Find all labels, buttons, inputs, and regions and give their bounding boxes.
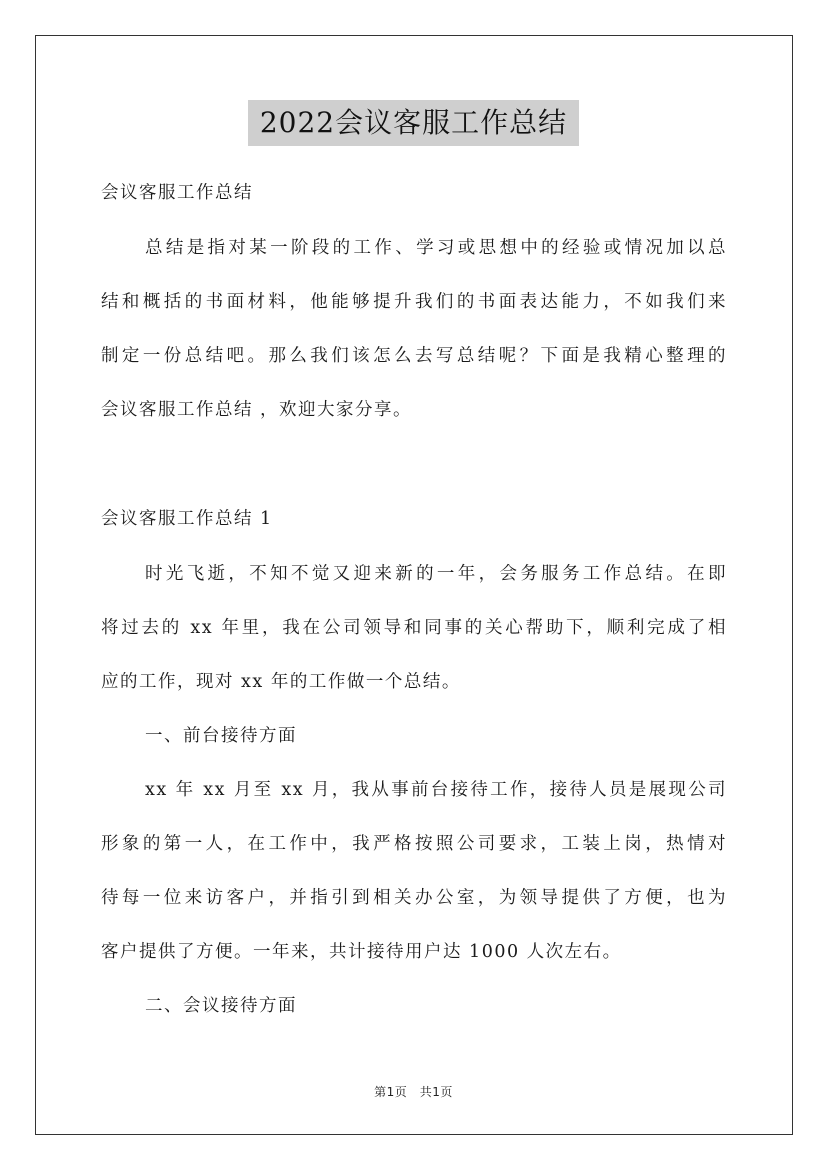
part2-heading: 二、会议接待方面	[145, 996, 297, 1016]
section1-line-1: 时光飞逝，不知不觉又迎来新的一年，会务服务工作总结。在即	[145, 564, 727, 584]
part1-line-4: 客户提供了方便。一年来，共计接待用户达 1000 人次左右。	[101, 942, 622, 962]
part1-heading: 一、前台接待方面	[145, 726, 297, 746]
part1-line-3: 待每一位来访客户，并指引到相关办公室，为领导提供了方便，也为	[101, 888, 727, 908]
subtitle: 会议客服工作总结	[101, 183, 253, 203]
intro-line-2: 结和概括的书面材料，他能够提升我们的书面表达能力，不如我们来	[101, 292, 727, 312]
title-container	[0, 100, 827, 146]
section1-line-3: 应的工作，现对 xx 年的工作做一个总结。	[101, 672, 461, 692]
section1-line-2: 将过去的 xx 年里，我在公司领导和同事的关心帮助下，顺利完成了相	[101, 618, 727, 638]
intro-line-1: 总结是指对某一阶段的工作、学习或思想中的经验或情况加以总	[145, 238, 727, 258]
page-number: 第1页 共1页	[374, 1085, 453, 1099]
document-title: 2022会议客服工作总结	[248, 100, 579, 146]
part1-line-2: 形象的第一人，在工作中，我严格按照公司要求，工装上岗，热情对	[101, 834, 727, 854]
intro-line-3: 制定一份总结吧。那么我们该怎么去写总结呢？下面是我精心整理的	[101, 346, 727, 366]
intro-line-4: 会议客服工作总结 ，欢迎大家分享。	[101, 400, 413, 420]
section1-heading: 会议客服工作总结 1	[101, 509, 273, 529]
part1-line-1: xx 年 xx 月至 xx 月，我从事前台接待工作，接待人员是展现公司	[145, 780, 727, 800]
